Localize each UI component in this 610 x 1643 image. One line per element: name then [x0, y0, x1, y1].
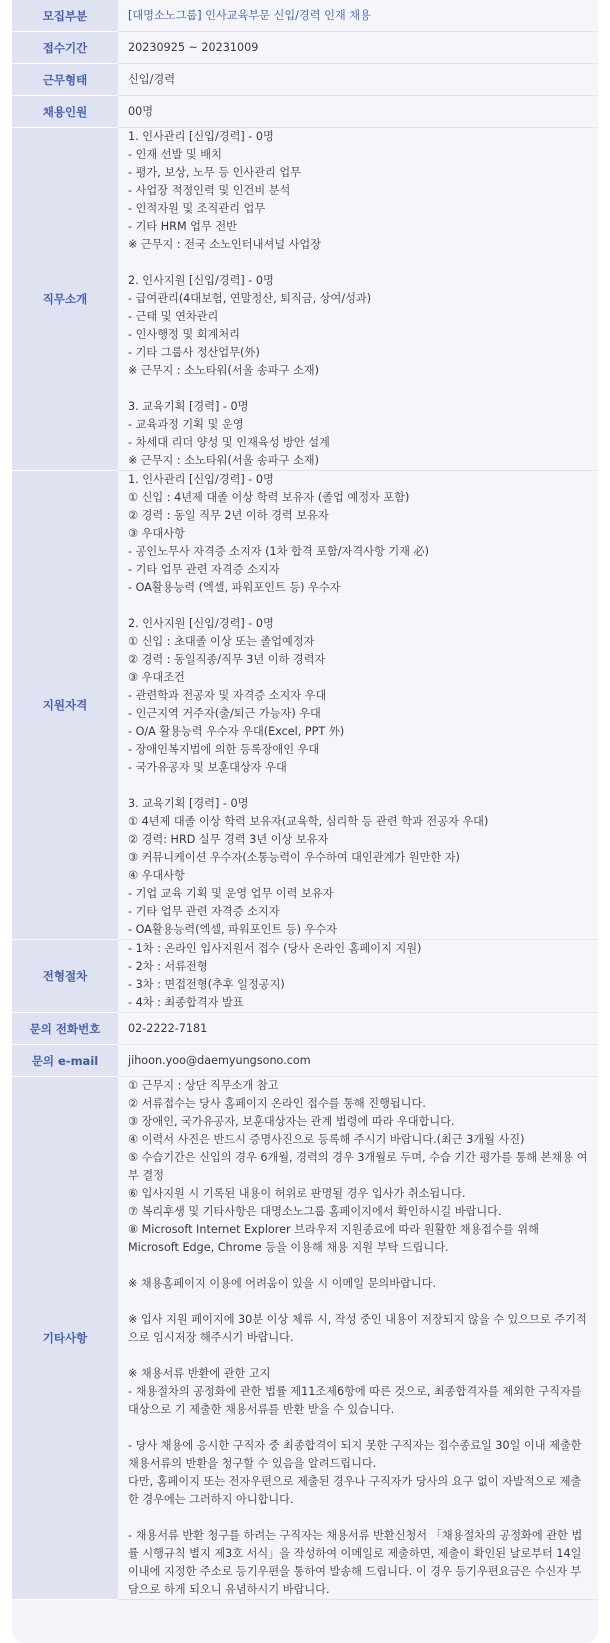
- label-phone: 문의 전화번호: [12, 1013, 118, 1045]
- text-line: - 채용절차의 공정화에 관한 법률 제11조제6항에 따른 것으로, 최종합격자를 제외한 구직자를 대상으로 기 제출한 채용서류를 반환 받을 수 있습니다.: [128, 1385, 586, 1416]
- text-line: [128, 777, 590, 795]
- text-line: ① 4년제 대졸 이상 학력 보유자(교육학, 심리학 등 관련 학과 전공자 우대): [128, 815, 489, 828]
- text-line: - 국가유공자 및 보훈대상자 우대: [128, 761, 287, 774]
- text-line: [128, 1257, 590, 1275]
- value-recruit: [118, 0, 598, 32]
- text-line: [128, 1419, 590, 1437]
- text-line: ※ 채용서류 반환에 관한 고지: [128, 1367, 271, 1380]
- text-line: - 2차 : 서류전형: [128, 960, 208, 973]
- text-line: 3. 교육기획 [경력] - 0명: [128, 400, 249, 413]
- text-line: [128, 380, 590, 398]
- row-headcount: [12, 96, 598, 128]
- label-etc: 기타사항: [12, 1077, 118, 1600]
- text-line: - 당사 채용에 응시한 구직자 중 최종합격이 되지 못한 구직자는 접수종료일 30일 이내 제출한 채용서류의 반환을 청구할 수 있음을 알려드립니다.: [128, 1439, 586, 1470]
- text-line: - 인재 선발 및 배치: [128, 148, 222, 161]
- text-line: - 평가, 보상, 노무 등 인사관리 업무: [128, 166, 301, 179]
- value-etc: [118, 1077, 598, 1600]
- text-line: ④ 이력서 사진은 반드시 증명사진으로 등록해 주시기 바랍니다.(최근 3개월 사진): [128, 1133, 525, 1146]
- text-line: ③ 우대조건: [128, 671, 185, 684]
- text-line: ③ 커뮤니케이션 우수자(소통능력이 우수하여 대인관계가 원만한 자): [128, 851, 460, 864]
- text-line: ② 경력 : 동일 직무 2년 이하 경력 보유자: [128, 509, 329, 522]
- text-line: - 근태 및 연차관리: [128, 310, 219, 323]
- value-process: [118, 940, 598, 1013]
- posting-title-link[interactable]: [대명소노그룹] 인사교육부문 신입/경력 인재 채용: [128, 8, 371, 22]
- text-line: 1. 인사관리 [신입/경력] - 0명: [128, 130, 274, 143]
- text-line: ① 근무지 : 상단 직무소개 참고: [128, 1079, 279, 1092]
- text-line: ③ 장애인, 국가유공자, 보훈대상자는 관계 법령에 따라 우대합니다.: [128, 1115, 455, 1128]
- text-line: [128, 1293, 590, 1311]
- text-line: ① 신입 : 4년제 대졸 이상 학력 보유자 (졸업 예정자 포함): [128, 491, 410, 504]
- text-line: - 공인노무사 자격증 소지자 (1차 합격 포함/자격사항 기재 必): [128, 545, 430, 558]
- text-line: ④ 우대사항: [128, 869, 185, 882]
- text-line: [128, 597, 590, 615]
- value-headcount: 00명: [118, 96, 598, 128]
- text-line: - 장애인복지법에 의한 등록장애인 우대: [128, 743, 320, 756]
- row-recruit: [12, 0, 598, 32]
- text-line: ⑥ 입사지원 시 기록된 내용이 허위로 판명될 경우 입사가 취소됩니다.: [128, 1187, 466, 1200]
- label-email: 문의 e-mail: [12, 1045, 118, 1077]
- text-line: ① 신입 : 초대졸 이상 또는 졸업예정자: [128, 635, 315, 648]
- text-line: ※ 근무지 : 소노타워(서울 송파구 소재): [128, 364, 319, 377]
- value-worktype: 신입/경력: [118, 64, 598, 96]
- text-line: ⑧ Microsoft Internet Explorer 브라우저 지원종료에 따라 원활한 채용접수를 위해 Microsoft Edge, Chrome 등을 이용해 채용 지원 부탁 드립니다.: [128, 1223, 543, 1254]
- text-line: 3. 교육기획 [경력] - 0명: [128, 797, 249, 810]
- text-line: - 인근지역 거주자(출/퇴근 가능자) 우대: [128, 707, 321, 720]
- text-line: ⑤ 수습기간은 신입의 경우 6개월, 경력의 경우 3개월로 두며, 수습 기간 평가를 통해 본채용 여부 결정: [128, 1151, 588, 1182]
- row-process: [12, 940, 598, 1013]
- value-phone: 02-2222-7181: [118, 1013, 598, 1045]
- row-duty: [12, 128, 598, 471]
- label-qualify: 지원자격: [12, 471, 118, 940]
- text-line: - 차세대 리더 양성 및 인재육성 방안 설계: [128, 436, 330, 449]
- text-line: ② 경력 : 동일직종/직무 3년 이하 경력자: [128, 653, 326, 666]
- text-line: 1. 인사관리 [신입/경력] - 0명: [128, 473, 274, 486]
- text-line: ⑦ 복리후생 및 기타사항은 대명소노그룹 홈페이지에서 확인하시길 바랍니다.: [128, 1205, 502, 1218]
- text-line: 다만, 홈페이지 또는 전자우편으로 제출된 경우나 구직자가 당사의 요구 없이 자발적으로 제출한 경우에는 그러하지 아니합니다.: [128, 1475, 582, 1506]
- value-qualify: [118, 471, 598, 940]
- text-line: ② 경력: HRD 실무 경력 3년 이상 보유자: [128, 833, 329, 846]
- text-line: ② 서류접수는 당사 홈페이지 온라인 접수를 통해 진행됩니다.: [128, 1097, 426, 1110]
- row-qualify: [12, 471, 598, 940]
- text-line: - OA활용능력 (엑셀, 파워포인트 등) 우수자: [128, 581, 341, 594]
- text-line: - 인적자원 및 조직관리 업무: [128, 202, 266, 215]
- label-recruit: 모집부분: [12, 0, 118, 32]
- text-line: - 기타 그룹사 정산업무(外): [128, 346, 260, 359]
- text-line: ※ 근무지 : 소노타워(서울 송파구 소재): [128, 454, 319, 467]
- text-line: [128, 1509, 590, 1527]
- text-line: - 기업 교육 기획 및 운영 업무 이력 보유자: [128, 887, 334, 900]
- text-line: - 기타 업무 관련 자격증 소지자: [128, 563, 280, 576]
- contact-email-link[interactable]: jihoon.yoo@daemyungsono.com: [128, 1053, 311, 1067]
- value-email: [118, 1045, 598, 1077]
- value-period: 20230925 ~ 20231009: [118, 32, 598, 64]
- text-line: - 3차 : 면접전형(추후 일정공지): [128, 978, 285, 991]
- label-period: 접수기간: [12, 32, 118, 64]
- text-line: 2. 인사지원 [신입/경력] - 0명: [128, 274, 274, 287]
- row-etc: [12, 1077, 598, 1600]
- label-worktype: 근무형태: [12, 64, 118, 96]
- job-posting-table: [12, 0, 598, 1600]
- text-line: - 4차 : 최종합격자 발표: [128, 996, 244, 1009]
- label-process: 전형절차: [12, 940, 118, 1013]
- text-line: - 채용서류 반환 청구를 하려는 구직자는 채용서류 반환신청서 「채용절차의 공정화에 관한 법률 시행규칙 별지 제3호 서식」을 작성하여 이메일로 제출하면, 제출이 확인된 날로부터 14일 이내에 지정한 주소로 등기우편을 통하여 발송해 드립니다. 이 경우 등기우편요금은 수신자 부담으로 하게 되오니 유념하시기 바랍니다.: [128, 1529, 586, 1596]
- text-line: ※ 근무지 : 전국 소노인터내셔널 사업장: [128, 238, 322, 251]
- text-line: - 관련학과 전공자 및 자격증 소지자 우대: [128, 689, 327, 702]
- text-line: ※ 채용홈페이지 이용에 어려움이 있을 시 이메일 문의바랍니다.: [128, 1277, 437, 1290]
- row-email: [12, 1045, 598, 1077]
- text-line: [128, 254, 590, 272]
- row-period: [12, 32, 598, 64]
- label-duty: 직무소개: [12, 128, 118, 471]
- text-line: - 1차 : 온라인 입사지원서 접수 (당사 온라인 홈페이지 지원): [128, 942, 422, 955]
- text-line: - O/A 활용능력 우수자 우대(Excel, PPT 外): [128, 725, 345, 738]
- row-phone: [12, 1013, 598, 1045]
- text-line: 2. 인사지원 [신입/경력] - 0명: [128, 617, 274, 630]
- text-line: - 인사행정 및 회계처리: [128, 328, 240, 341]
- label-headcount: 채용인원: [12, 96, 118, 128]
- value-duty: [118, 128, 598, 471]
- text-line: ※ 입사 지원 페이지에 30분 이상 체류 시, 작성 중인 내용이 저장되지 않을 수 있으므로 주기적으로 임시저장 해주시기 바랍니다.: [128, 1313, 587, 1344]
- text-line: - 기타 업무 관련 자격증 소지자: [128, 905, 280, 918]
- text-line: [128, 1347, 590, 1365]
- text-line: - 기타 HRM 업무 전반: [128, 220, 237, 233]
- text-line: ③ 우대사항: [128, 527, 185, 540]
- text-line: - OA활용능력(엑셀, 파워포인트 등) 우수자: [128, 923, 337, 936]
- text-line: - 교육과정 기획 및 운영: [128, 418, 244, 431]
- row-worktype: [12, 64, 598, 96]
- text-line: - 급여관리(4대보험, 연말정산, 퇴직금, 상여/성과): [128, 292, 372, 305]
- text-line: - 사업장 적정인력 및 인건비 분석: [128, 184, 291, 197]
